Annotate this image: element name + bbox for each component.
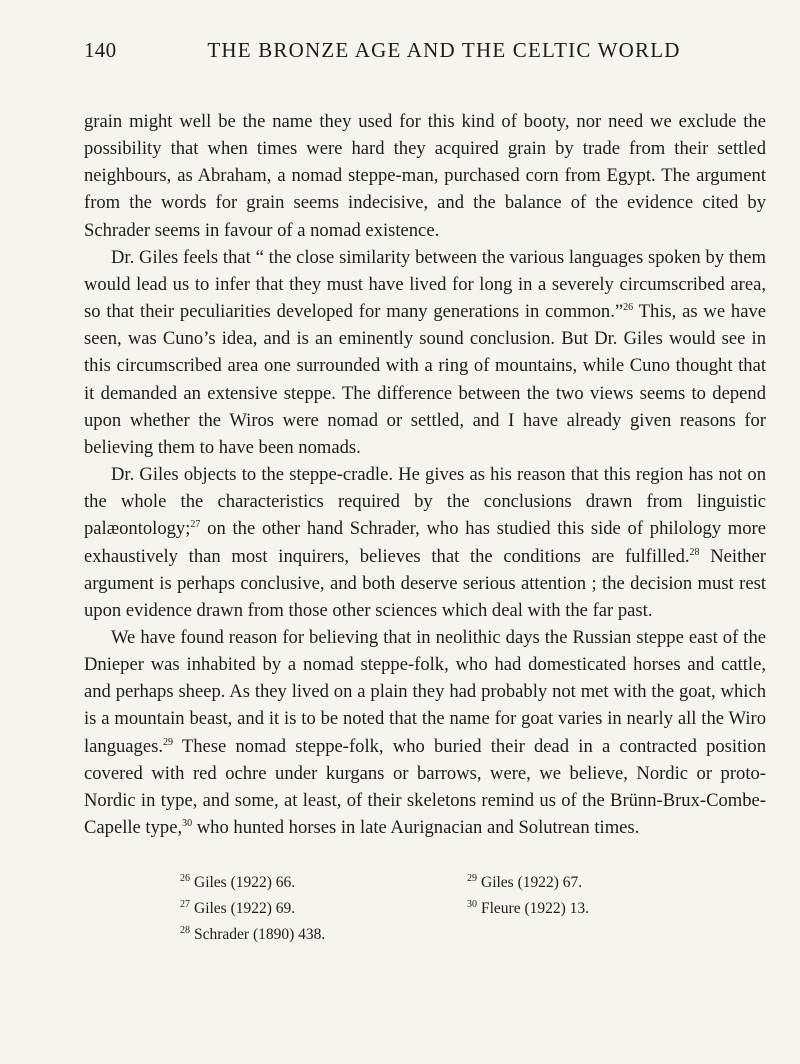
footnotes-left-column [180,870,325,948]
footnote [180,870,325,896]
footnote-number: 29 [467,873,477,884]
paragraph [84,108,766,244]
footnote-text: Fleure (1922) 13. [481,900,590,917]
text-run: These nomad steppe-folk, who buried their dead in a contracted position covered with red ochre under kurgans or barrows, were, we believe, Nordic or proto-Nordic in type, and some, at least, of their skeletons remind us of the Brünn-Brux-Combe-Capelle type, [84,735,766,839]
text-run: We have found reason for believing that in neolithic days the Russian steppe east of the Dnieper was inhabited by a nomad steppe-folk, who had domesticated horses and cattle, and perhaps sheep. As they lived on a plain they had probably not met with the goat, which is a mountain beast, and it is to be noted that the name for goat varies in nearly all the Wiro languages. [84,626,766,757]
text-run: Dr. Giles objects to the steppe-cradle. He gives as his reason that this region has not on the whole the characteristics required by the conclusions drawn from linguistic palæontology; [84,464,766,540]
footnote [180,922,325,948]
footnote-ref: 27 [190,519,201,531]
text-run: on the other hand Schrader, who has studied this side of philology more exhaustively than most inquirers, believes that the conditions are fulfilled. [84,518,766,567]
footnote-ref: 29 [163,736,173,748]
footnote-text: Giles (1922) 69. [194,900,296,917]
running-head: THE BRONZE AGE AND THE CELTIC WORLD [207,38,681,62]
text-run: grain might well be the name they used for this kind of booty, nor need we exclude the possibility that when times were hard they acquired grain by trade from their settled neighbours, as Abraham, a nomad steppe-man, purchased corn from Egypt. The argument from the words for grain seems indecisive, and the balance of the evidence cited by Schrader seems in favour of a nomad existence. [84,111,766,241]
footnote-number: 27 [180,899,190,910]
text-run: Dr. Giles feels that “ the close similarity between the various languages spoken by them would lead us to infer that they must have lived for long in a severely circumscribed area, so that their peculiarities developed for many generations in common.” [84,246,766,323]
page-number: 140 [84,38,117,62]
page-header [84,38,744,72]
footnote-text: Giles (1922) 67. [481,874,583,891]
footnote [180,896,325,922]
footnote-ref: 28 [689,546,700,558]
footnote-text: Giles (1922) 66. [194,874,296,891]
footnotes-right-column [467,870,589,922]
footnote-ref: 30 [182,818,193,830]
body-text [84,108,766,841]
footnote [467,896,589,922]
footnote-ref: 26 [623,302,634,314]
footnote [467,870,589,896]
text-run: Neither argument is perhaps conclusive, and both deserve serious attention ; the decision must rest upon evidence drawn from those other sciences which deal with the far past. [84,545,766,621]
footnote-number: 28 [180,925,190,936]
paragraph [84,244,766,461]
text-run: This, as we have seen, was Cuno’s idea, and is an eminently sound conclusion. But Dr. Giles would see in this circumscribed area one surrounded with a ring of mountains, while Cuno thought that it demanded an extensive steppe. The difference between the two views seems to depend upon whether the Wiros were nomad or settled, and I have already given reasons for believing them to have been nomads. [84,301,766,458]
paragraph [84,624,766,841]
paragraph [84,461,766,624]
footnote-text: Schrader (1890) 438. [194,926,326,943]
footnote-number: 26 [180,873,190,884]
footnote-number: 30 [467,899,477,910]
text-run: who hunted horses in late Aurignacian and Solutrean times. [192,817,640,839]
